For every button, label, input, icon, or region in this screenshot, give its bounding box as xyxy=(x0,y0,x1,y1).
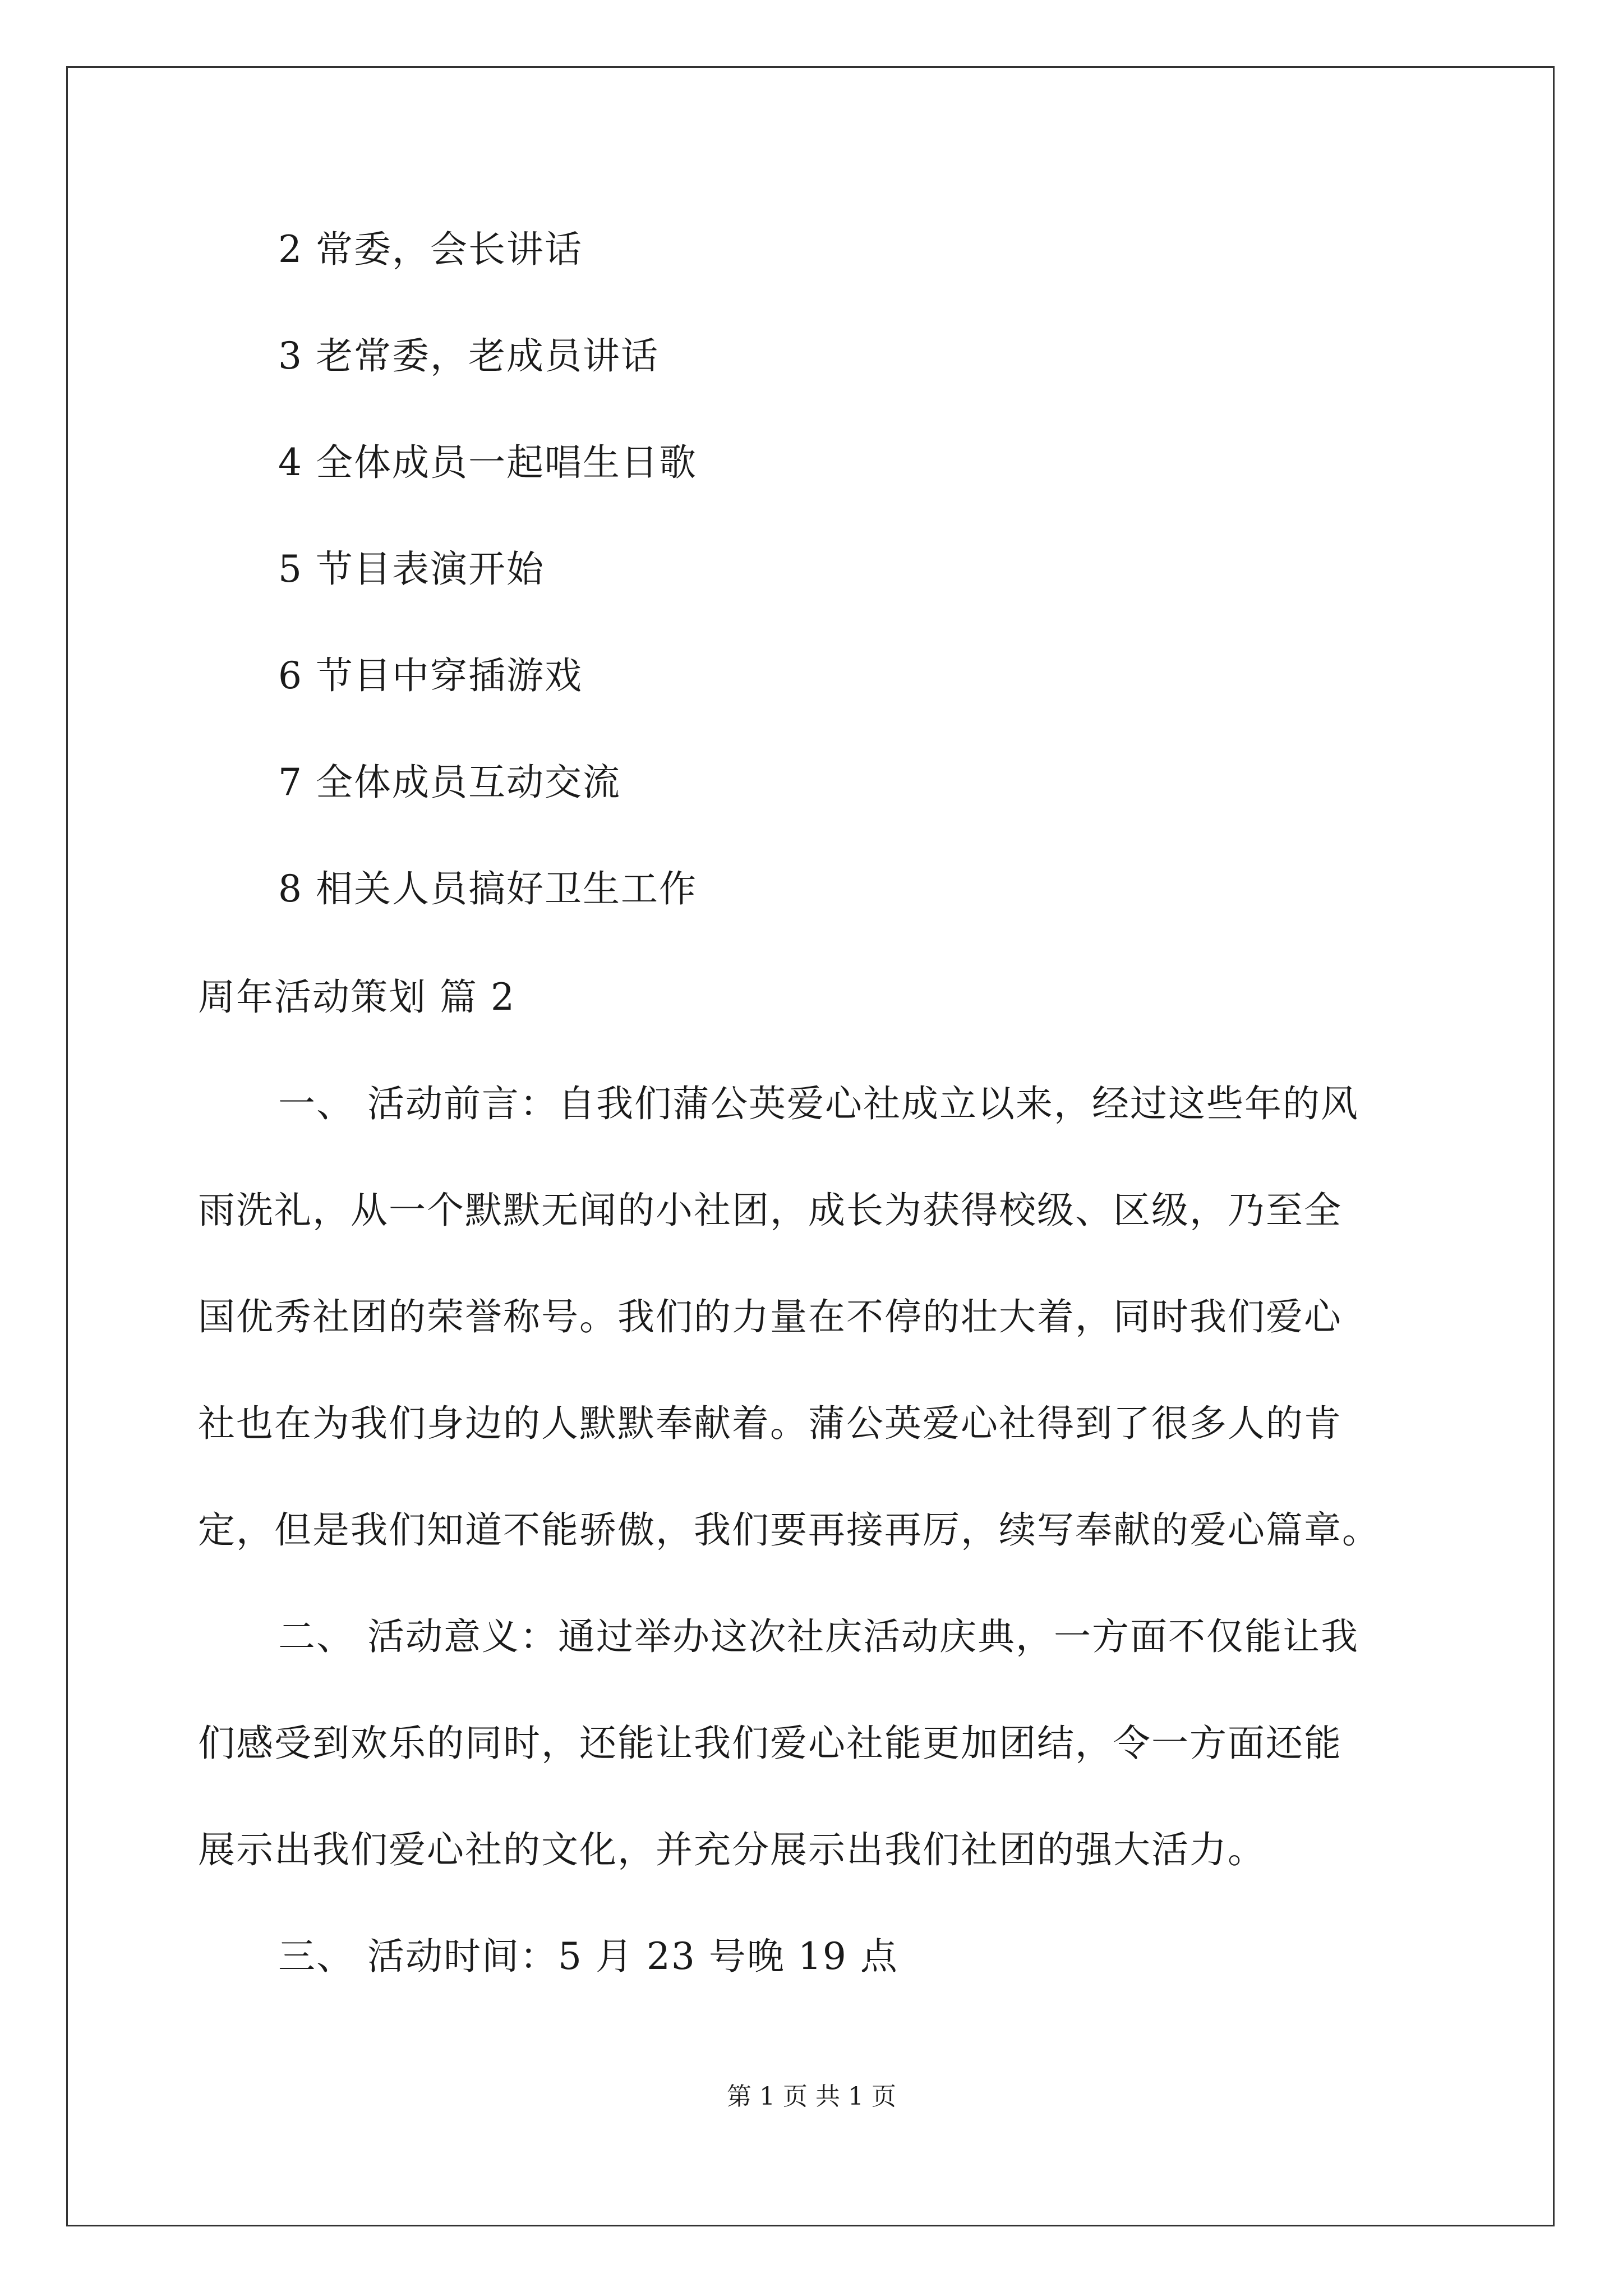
paragraph-line: 二、 活动意义：通过举办这次社庆活动庆典，一方面不仅能让我 xyxy=(278,1615,1359,1658)
paragraph-line: 国优秀社团的荣誉称号。我们的力量在不停的壮大着，同时我们爱心 xyxy=(198,1295,1342,1338)
paragraph-line: 展示出我们爱心社的文化，并充分展示出我们社团的强大活力。 xyxy=(198,1828,1266,1871)
section-heading: 周年活动策划 篇 2 xyxy=(198,976,515,1019)
paragraph-line: 三、 活动时间：5 月 23 号晚 19 点 xyxy=(278,1935,898,1978)
page-border xyxy=(66,66,1555,2226)
list-item: 7 全体成员互动交流 xyxy=(278,761,621,804)
paragraph-line: 们感受到欢乐的同时，还能让我们爱心社能更加团结，令一方面还能 xyxy=(198,1722,1342,1765)
page-footer: 第 1 页 共 1 页 xyxy=(727,2082,896,2111)
list-item: 8 相关人员搞好卫生工作 xyxy=(278,867,697,910)
list-item: 4 全体成员一起唱生日歌 xyxy=(278,441,697,484)
list-item: 3 老常委，老成员讲话 xyxy=(278,334,659,378)
list-item: 6 节目中穿插游戏 xyxy=(278,654,583,697)
paragraph-line: 一、 活动前言：自我们蒲公英爱心社成立以来，经过这些年的风 xyxy=(278,1082,1359,1125)
list-item: 2 常委，会长讲话 xyxy=(278,228,583,271)
paragraph-line: 雨洗礼，从一个默默无闻的小社团，成长为获得校级、区级，乃至全 xyxy=(198,1189,1342,1232)
paragraph-line: 定，但是我们知道不能骄傲，我们要再接再厉，续写奉献的爱心篇章。 xyxy=(198,1508,1380,1552)
list-item: 5 节目表演开始 xyxy=(278,547,545,591)
paragraph-line: 社也在为我们身边的人默默奉献着。蒲公英爱心社得到了很多人的肯 xyxy=(198,1402,1342,1445)
